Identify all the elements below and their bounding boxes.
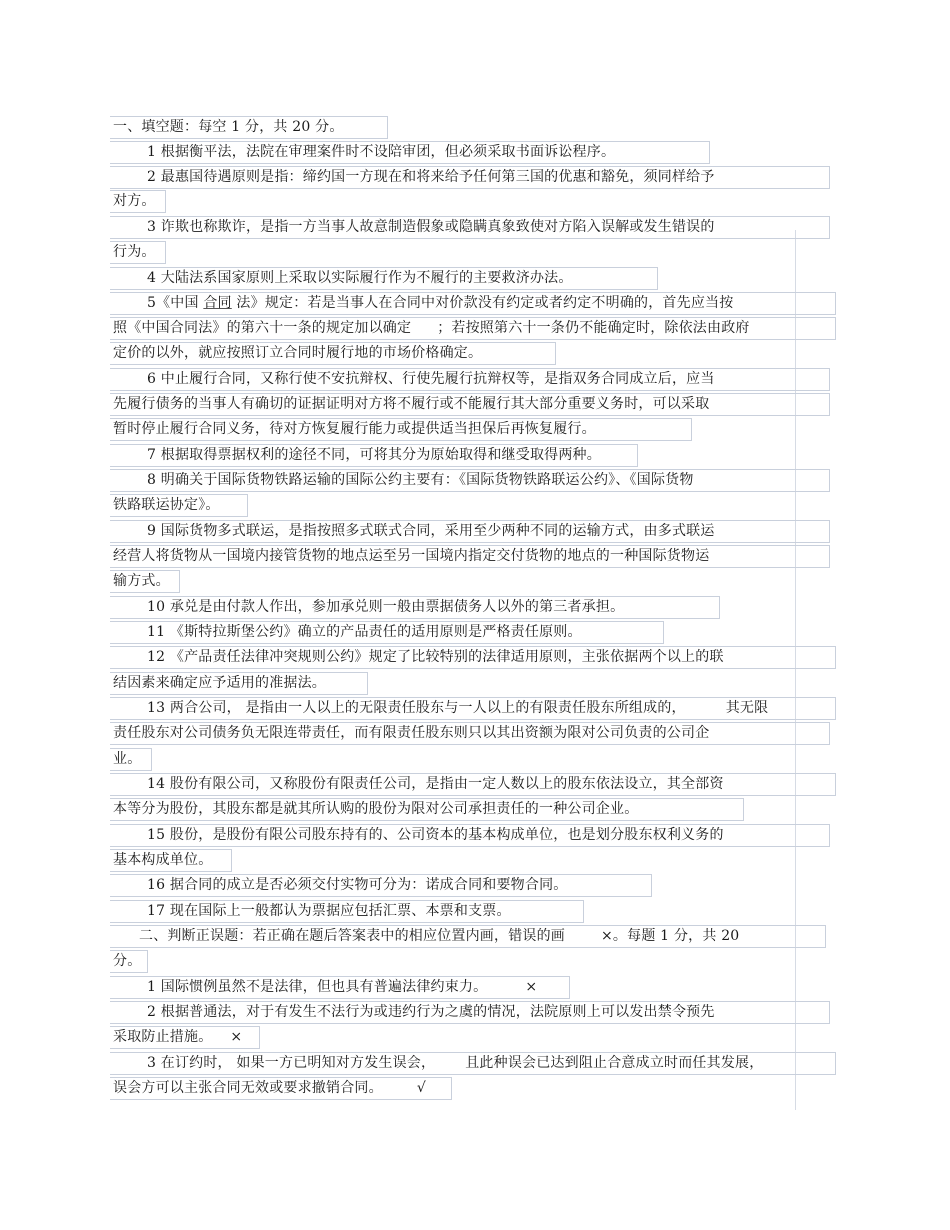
text-line: 15 股份，是股份有限公司股东持有的、公司资本的基本构成单位，也是划分股东权利义务的 <box>110 824 830 847</box>
text-line: 7 根据取得票据权利的途径不同，可将其分为原始取得和继受取得两种。 <box>110 444 638 467</box>
text-line: 对方。 <box>110 190 166 213</box>
answer-mark: × <box>525 979 538 995</box>
text-line: 基本构成单位。 <box>110 849 232 872</box>
text-line: 误会方可以主张合同无效或要求撤销合同。 √ <box>110 1077 452 1100</box>
text-line: 定价的以外，就应按照订立合同时履行地的市场价格确定。 <box>110 342 556 365</box>
text-line: 10 承兑是由付款人作出，参加承兑则一般由票据债务人以外的第三者承担。 <box>110 596 720 619</box>
text-line: 责任股东对公司债务负无限连带责任，而有限责任股东则只以其出资额为限对公司负责的公司企 <box>110 722 830 745</box>
section-one-heading: 一、填空题：每空 1 分，共 20 分。 <box>110 116 388 139</box>
text-line: 结因素来确定应予适用的准据法。 <box>110 672 368 695</box>
text-line: 1 根据衡平法，法院在审理案件时不设陪审团，但必须采取书面诉讼程序。 <box>110 141 710 164</box>
section-two-heading: 二、判断正误题：若正确在题后答案表中的相应位置内画，错误的画 ×。每题 1 分，共 20 <box>110 925 826 948</box>
text-line: 先履行债务的当事人有确切的证据证明对方将不履行或不能履行其大部分重要义务时，可以采取 <box>110 393 830 416</box>
text-line: 6 中止履行合同，又称行使不安抗辩权、行使先履行抗辩权等，是指双务合同成立后，应当 <box>110 368 830 391</box>
text-line: 14 股份有限公司，又称股份有限责任公司，是指由一定人数以上的股东依法设立，其全部资 <box>110 773 836 796</box>
text-line: 行为。 <box>110 241 166 264</box>
text-line: 分。 <box>110 950 148 973</box>
text-line: 采取防止措施。 × <box>110 1026 260 1049</box>
text-line: 16 据合同的成立是否必须交付实物可分为：诺成合同和要物合同。 <box>110 874 652 897</box>
text-line: 4 大陆法系国家原则上采取以实际履行作为不履行的主要救济办法。 <box>110 267 658 290</box>
right-margin-rule <box>795 230 796 1110</box>
text-line: 业。 <box>110 748 152 771</box>
text-line: 5《中国 合同 法》规定：若是当事人在合同中对价款没有约定或者约定不明确的，首先应当按 <box>110 292 836 315</box>
text-line: 照《中国合同法》的第六十一条的规定加以确定 ；若按照第六十一条仍不能确定时，除依法由政府 <box>110 317 836 340</box>
text-line: 12 《产品责任法律冲突规则公约》规定了比较特别的法律适用原则，主张依据两个以上的联 <box>110 646 836 669</box>
text-line: 9 国际货物多式联运，是指按照多式联式合同，采用至少两种不同的运输方式，由多式联运 <box>110 520 830 543</box>
text-line: 经营人将货物从一国境内接管货物的地点运至另一国境内指定交付货物的地点的一种国际货物运 <box>110 545 830 568</box>
text-line: 3 诈欺也称欺诈，是指一方当事人故意制造假象或隐瞒真象致使对方陷入误解或发生错误的 <box>110 216 830 239</box>
text-line: 2 最惠国待遇原则是指：缔约国一方现在和将来给予任何第三国的优惠和豁免，须同样给予 <box>110 166 830 189</box>
text-line: 8 明确关于国际货物铁路运输的国际公约主要有：《国际货物铁路联运公约》、《国际货物 <box>110 469 830 492</box>
text-line: 本等分为股份，其股东都是就其所认购的股份为限对公司承担责任的一种公司企业。 <box>110 798 744 821</box>
answer-mark: √ <box>416 1080 426 1096</box>
text-line: 11 《斯特拉斯堡公约》确立的产品责任的适用原则是严格责任原则。 <box>110 621 664 644</box>
text-line: 暂时停止履行合同义务，待对方恢复履行能力或提供适当担保后再恢复履行。 <box>110 418 692 441</box>
text-line: 输方式。 <box>110 570 180 593</box>
text-line: 1 国际惯例虽然不是法律，但也具有普遍法律约束力。 × <box>110 976 570 999</box>
text-line: 铁路联运协定》。 <box>110 494 248 517</box>
answer-mark: × <box>230 1029 243 1045</box>
text-line: 2 根据普通法，对于有发生不法行为或违约行为之虞的情况，法院原则上可以发出禁令预先 <box>110 1001 830 1024</box>
text-line: 3 在订约时， 如果一方已明知对方发生误会， 且此种误会已达到阻止合意成立时而任其发展， <box>110 1052 836 1075</box>
text-line: 13 两合公司， 是指由一人以上的无限责任股东与一人以上的有限责任股东所组成的， 其无限 <box>110 697 836 720</box>
text-line: 17 现在国际上一般都认为票据应包括汇票、本票和支票。 <box>110 900 584 923</box>
